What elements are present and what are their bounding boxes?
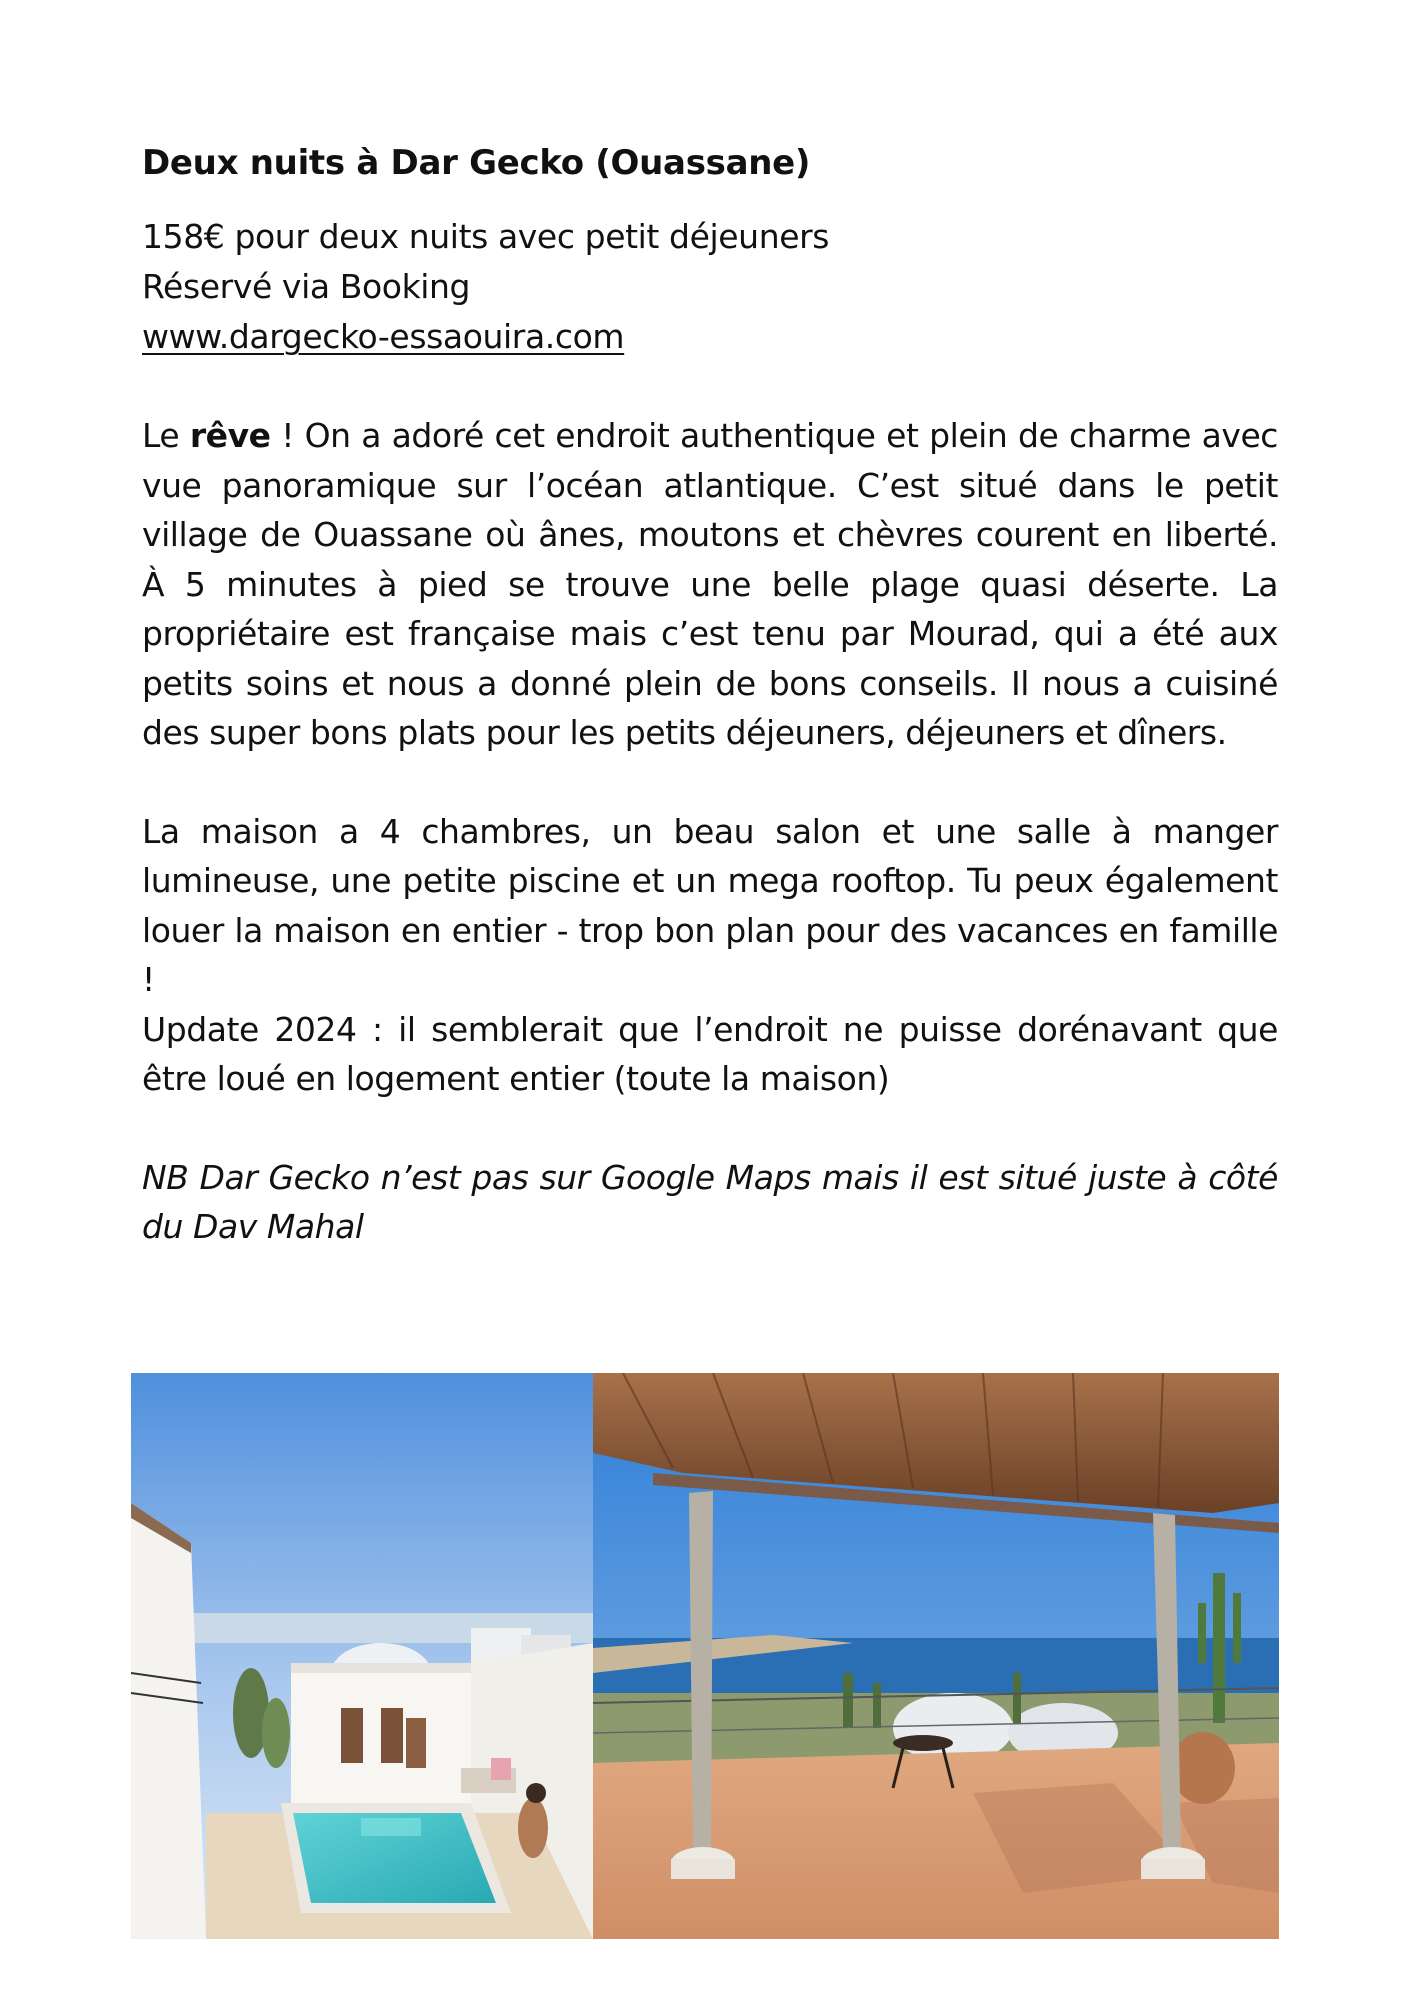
paragraph-update: Update 2024 : il semblerait que l’endroit ne puisse dorénavant que être loué en logement entier (toute la maison) xyxy=(142,1009,1278,1098)
photo-strip xyxy=(131,1373,1279,1939)
location-note: NB Dar Gecko n’est pas sur Google Maps mais il est situé juste à côté du Dav Mahal xyxy=(142,1157,1278,1246)
paragraph-review xyxy=(142,411,1278,758)
page-title: Deux nuits à Dar Gecko (Ouassane) xyxy=(142,143,811,183)
photo-rooftop-pergola xyxy=(593,1373,1279,1939)
website-link[interactable]: www.dargecko-essaouira.com xyxy=(142,317,625,356)
review-body: ! On a adoré cet endroit authentique et plein de charme avec vue panoramique sur l’océan atlantique. C’est situé dans le petit village de Ouassane où ânes, moutons et chèvres courent en liberté. À 5 minutes à pied se trouve une belle plage quasi déserte. La propriétaire est française mais c’est tenu par Mourad, qui a été aux petits soins et nous a donné plein de bons conseils. Il nous a cuisiné des super bons plats pour les petits déjeuners, déjeuners et dîners. xyxy=(142,416,1278,752)
price-line: 158€ pour deux nuits avec petit déjeuners xyxy=(142,217,830,256)
photo-patio-pool xyxy=(131,1373,593,1939)
paragraph-house: La maison a 4 chambres, un beau salon et une salle à manger lumineuse, une petite piscine et un mega rooftop. Tu peux également louer la maison en entier - trop bon plan pour des vacances en famille ! xyxy=(142,811,1278,999)
booking-line: Réservé via Booking xyxy=(142,267,471,306)
spacer xyxy=(142,758,1278,807)
spacer xyxy=(142,1104,1278,1153)
review-highlight: rêve xyxy=(189,416,271,455)
article xyxy=(142,140,1278,1252)
website-line xyxy=(142,312,1278,362)
spacer xyxy=(142,362,1278,411)
review-intro: Le xyxy=(142,416,190,455)
